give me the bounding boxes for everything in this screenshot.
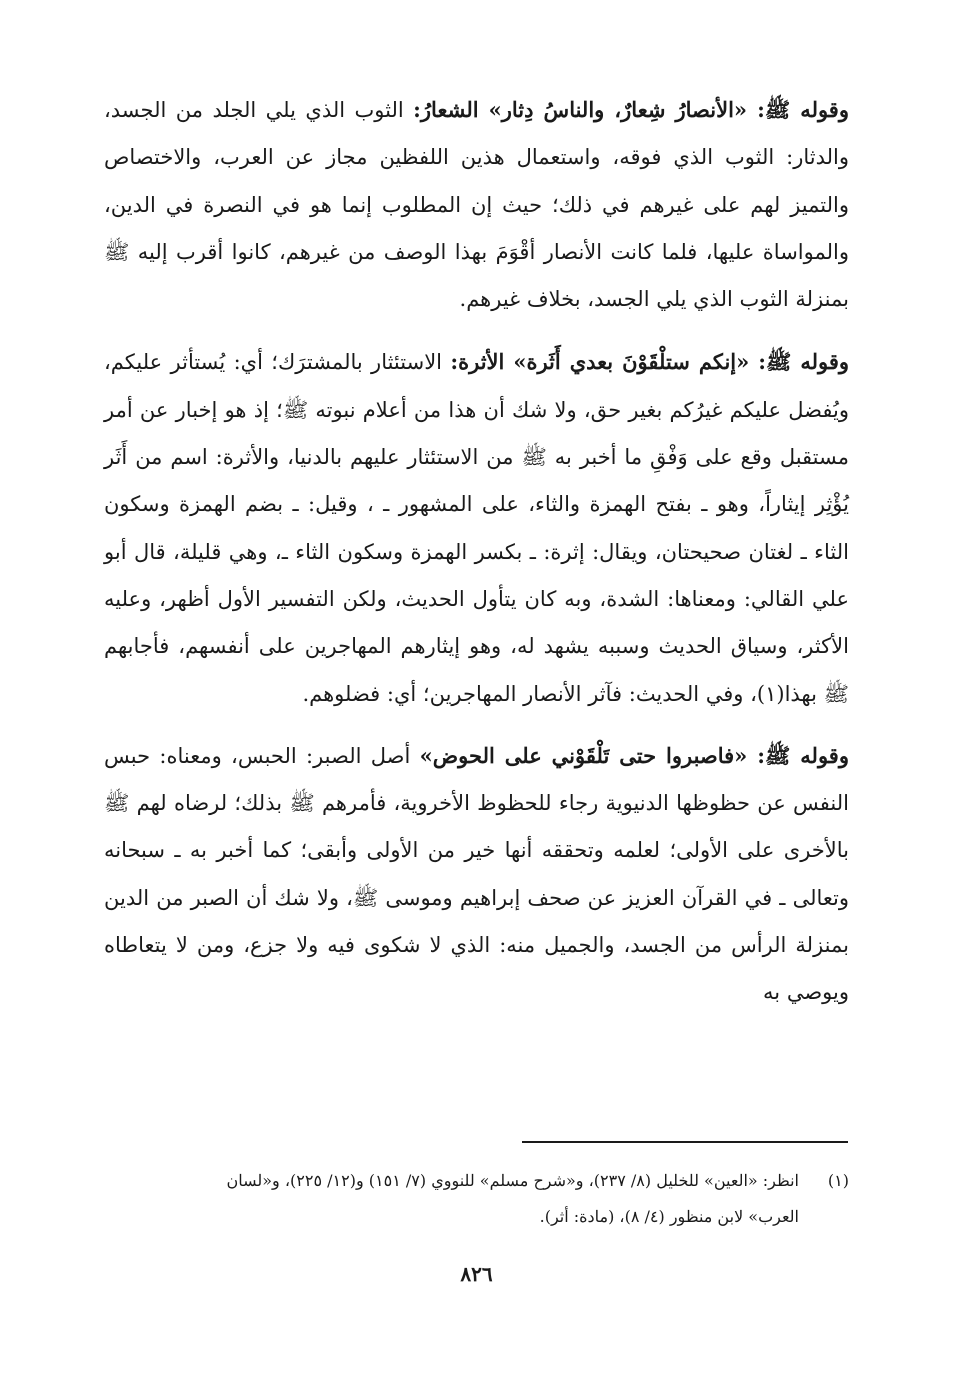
paragraph-body: أصل الصبر: الحبس، ومعناه: حبس النفس عن حظوظها الدنيوية رجاء للحظوظ الأخروية، فأمرهم ﷺ بذلك؛ لرضاه لهم ﷺ بالأخرى على الأولى؛ لعلمه وتحققه أنها خير من الأولى وأبقى؛ كما أخبر به ـ سبحانه وتعالى ـ في القرآن العزيز عن صحف إبراهيم وموسى ﷺ، ولا شك أن الصبر من الدين بمنزلة الرأس من الجسد، والجميل منه: الذي لا شكوى فيه ولا جزع، ومن لا يتعاطاه ويوصي به <box>104 743 849 1005</box>
footnote-number: (١) <box>827 1171 849 1190</box>
paragraph-ansar-shiaar <box>104 86 849 323</box>
footnote-1-continuation: العرب» لابن منظور (٤/ ٨)، (مادة: أثر). <box>539 1207 799 1226</box>
paragraph-sabr <box>104 732 849 1017</box>
paragraph-lead: وقوله ﷺ: «الأنصارُ شِعارٌ، والناسُ دِثار» الشعارُ: <box>413 97 849 122</box>
paragraph-lead: وقوله ﷺ: «فاصبروا حتى تَلْقَوْني على الحوض» <box>419 742 849 768</box>
paragraph-body: الاستئثار بالمشترَك؛ أي: يُستأثر عليكم، ويُفضل عليكم غيرُكم بغير حق، ولا شك أن هذا من أعلام نبوته ﷺ؛ إذ هو إخبار عن أمر مستقبل وقع على وَفْقِ ما أخبر به ﷺ من الاستئثار عليهم بالدنيا، والأثرة: اسم من أَثَر يُؤْثِر إيثاراً، وهو ـ بفتح الهمزة والثاء، على المشهور ـ ، وقيل: ـ بضم الهمزة وسكون الثاء ـ لغتان صحيحتان، ويقال: إثرة: ـ بكسر الهمزة وسكون الثاء ـ، وهي قليلة، قال أبو علي القالي: ومعناها: الشدة، وبه كان يتأول الحديث، ولكن التفسير الأول أظهر، وعليه الأكثر، وسياق الحديث وسببه يشهد له، وهو إيثارهم المهاجرين على أنفسهم، فأجابهم ﷺ بهذا(١)، وفي الحديث: فآثر الأنصار المهاجرين؛ أي: فضلوهم. <box>104 350 849 706</box>
footnote-text: انظر: «العين» للخليل (٨/ ٢٣٧)، و«شرح مسلم» للنووي (٧/ ١٥١) و(١٢/ ٢٢٥)، و«لسان <box>226 1171 799 1190</box>
paragraph-spacer <box>104 323 849 338</box>
footnotes <box>104 1163 849 1235</box>
paragraph-lead: وقوله ﷺ: «إنكم ستلْقَوْنَ بعدي أَثَرة» الأثرة: <box>450 349 850 375</box>
main-text <box>104 86 849 1017</box>
paragraph-body: الثوب الذي يلي الجلد من الجسد، والدثار: الثوب الذي فوقه، واستعمال هذين اللفظين مجاز عن العرب، والاختصاص والتميز لهم على غيرهم في ذلك؛ حيث إن المطلوب إنما هو في النصرة في الدين، والمواساة عليها، فلما كانت الأنصار أقْوَمَ بهذا الوصف من غيرهم، كانوا أقرب إليه ﷺ بمنزلة الثوب الذي يلي الجسد، بخلاف غيرهم. <box>104 98 849 312</box>
footnote-separator <box>522 1141 848 1143</box>
footnote-1 <box>104 1163 849 1199</box>
paragraph-athara <box>104 338 849 717</box>
paragraph-spacer <box>104 718 849 732</box>
page-number: ٨٢٦ <box>460 1262 493 1286</box>
